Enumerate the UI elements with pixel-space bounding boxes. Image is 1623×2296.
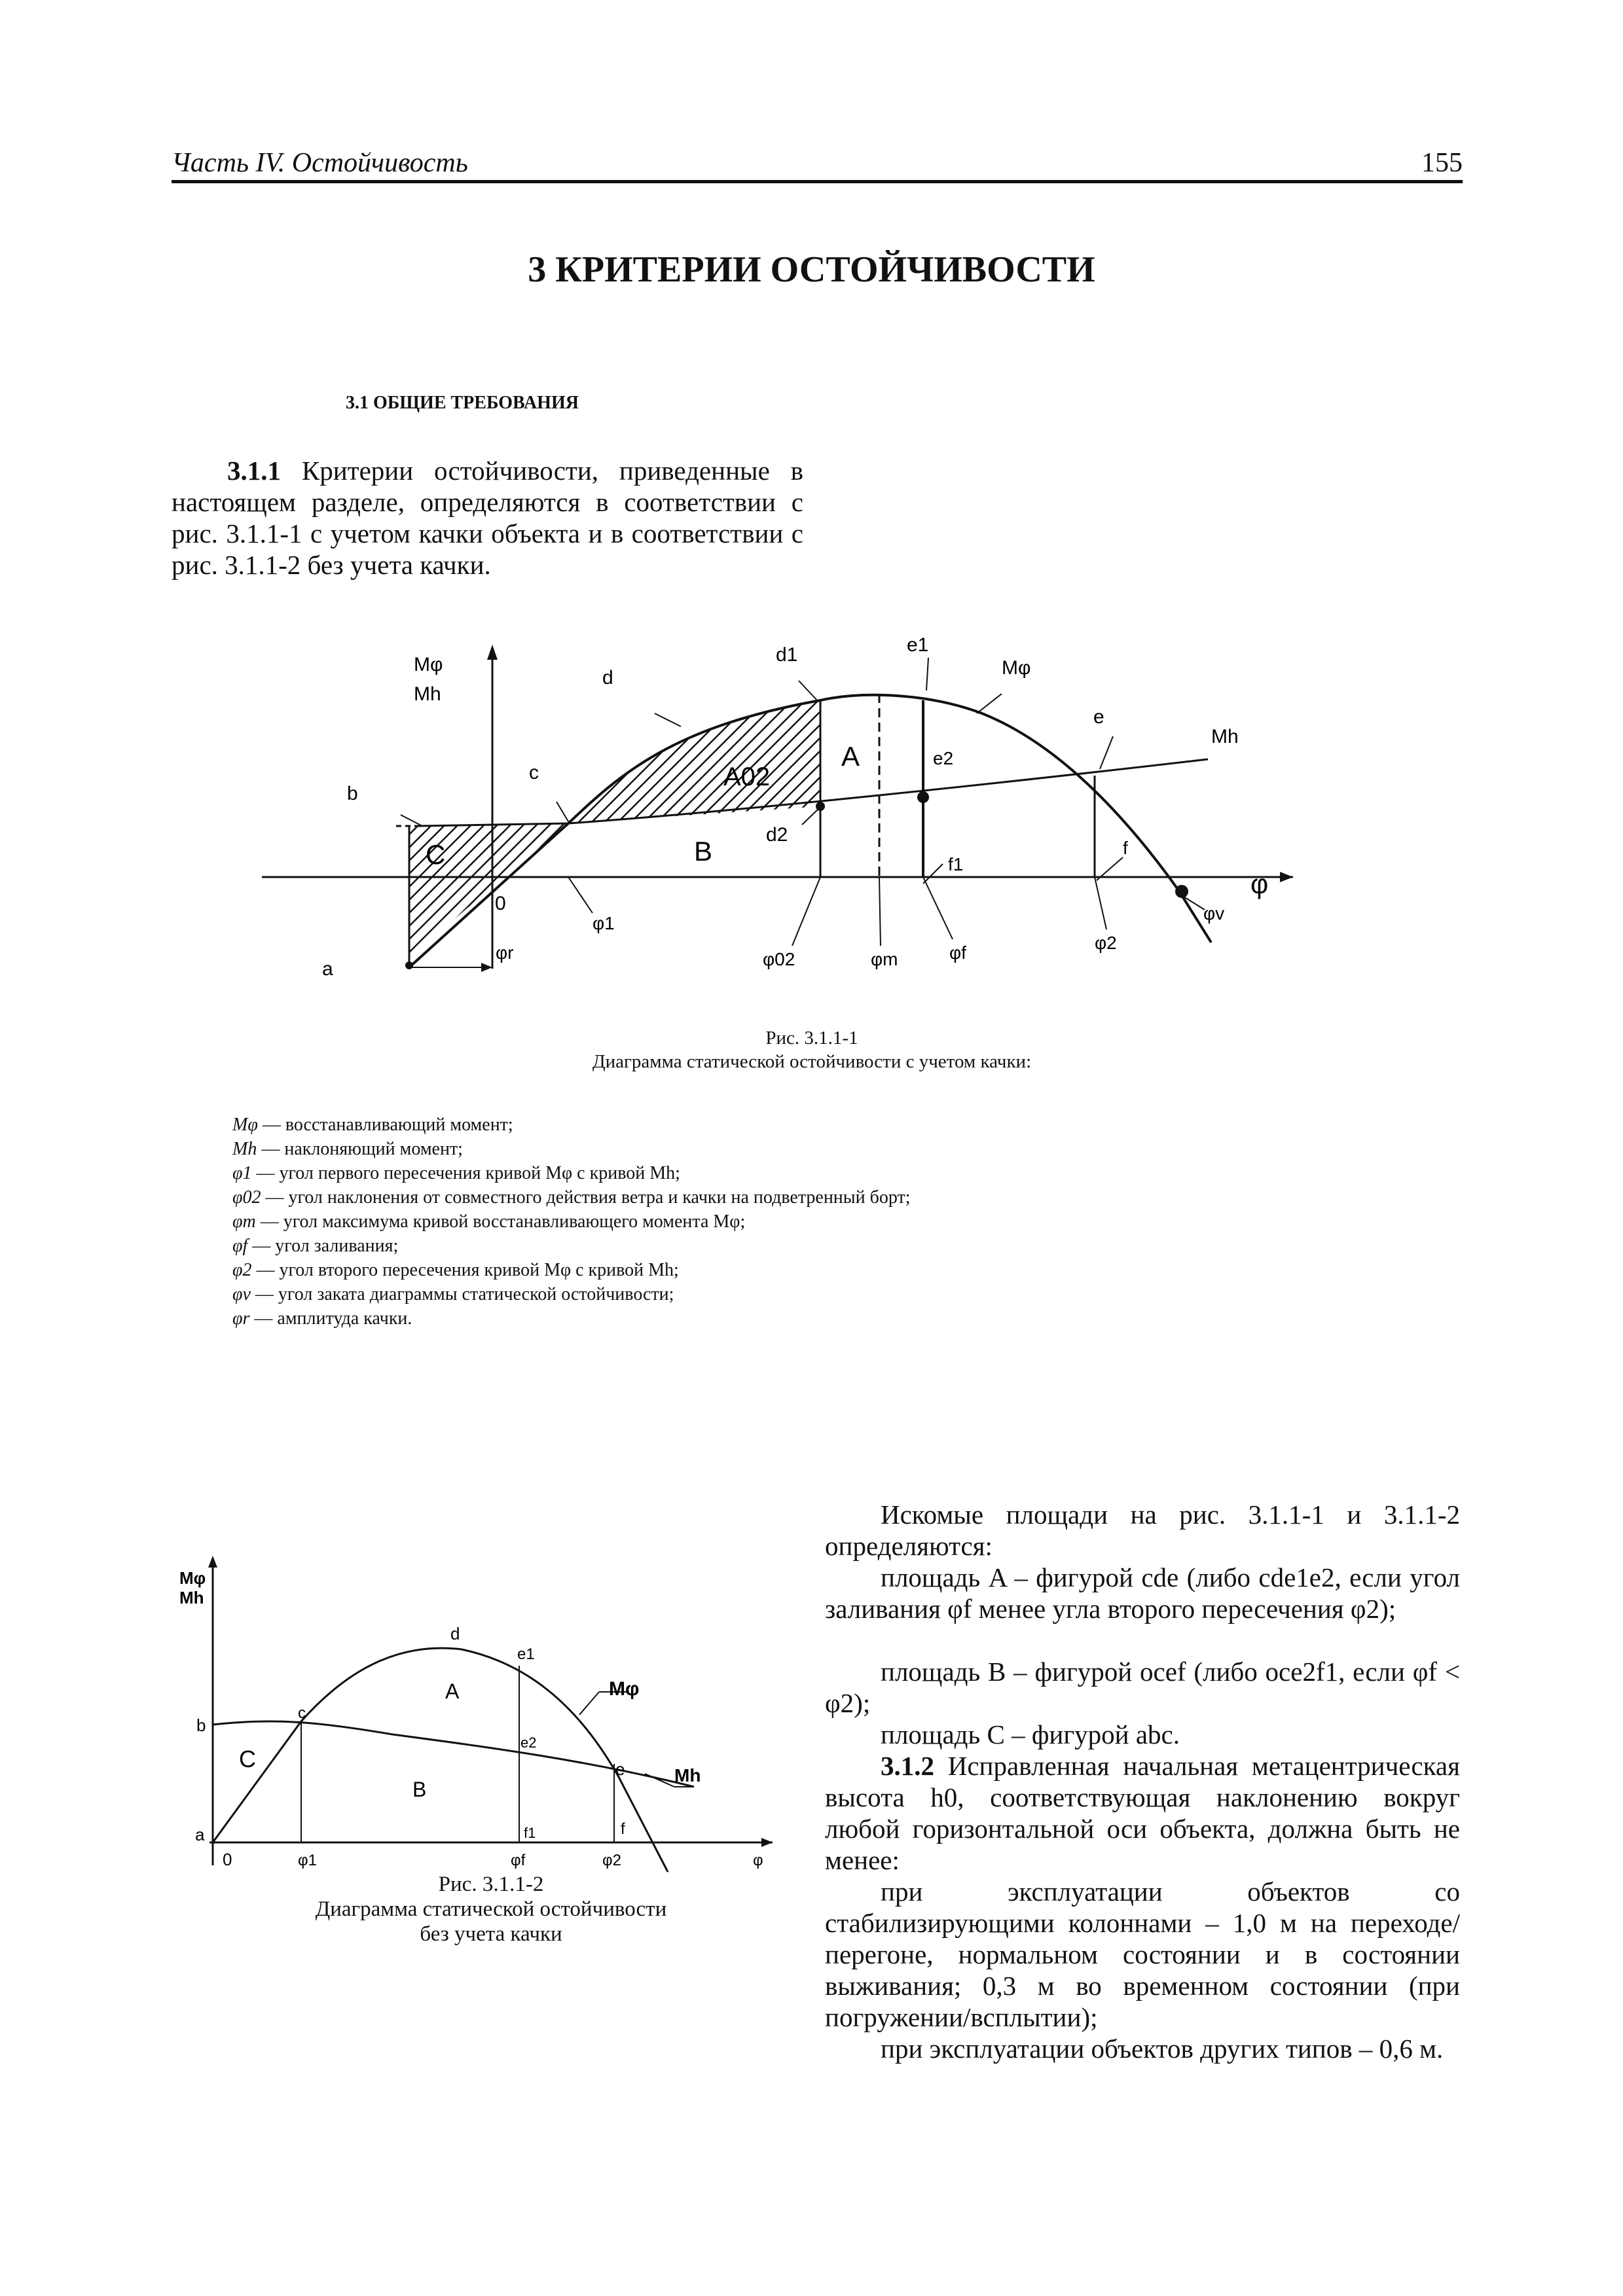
fig2-label-m-h: Mh (179, 1588, 204, 1607)
legend-symbol: φf (232, 1236, 248, 1256)
legend-text: — амплитуда качки. (249, 1308, 412, 1329)
fig1-label-phim: φm (871, 949, 898, 969)
fig1-label-phiv: φv (1203, 903, 1225, 924)
fig2-label-e1: e1 (517, 1645, 535, 1663)
legend-item (232, 1185, 910, 1210)
fig1-label-e: e (1093, 706, 1104, 728)
legend-text: — угол заливания; (247, 1236, 399, 1256)
fig1-label-phi-axis: φ (1250, 869, 1269, 899)
figure-3-1-1-2 (170, 1551, 799, 1892)
paragraph-text: Исправленная начальная метацентрическая высота h0, соответствующая наклонению вокруг любой горизонтальной оси объекта, должна быть не менее: (825, 1751, 1460, 1875)
fig1-label-d: d (602, 667, 613, 689)
fig2-label-area-B: B (412, 1778, 427, 1801)
fig1-label-zero: 0 (495, 893, 506, 914)
rcol-paragraph-7: при эксплуатации объектов других типов – 0,6 м. (881, 2034, 1444, 2064)
fig2-label-c: c (298, 1704, 306, 1722)
fig1-label-f1: f1 (948, 854, 964, 874)
fig1-label-area-A: A (841, 741, 860, 772)
fig1-label-e1: e1 (907, 634, 929, 656)
legend-symbol: Mφ (232, 1115, 258, 1135)
rcol-paragraph-5 (825, 1750, 1460, 1876)
legend-text: — угол наклонения от совместного действия ветра и качки на подветренный борт; (261, 1187, 911, 1208)
fig1-label-m-phi: Mφ (414, 654, 443, 675)
header-rule (172, 180, 1463, 183)
rcol-paragraph-6: при эксплуатации объектов со стабилизирующими колоннами – 1,0 м на переходе/перегоне, нормальном состоянии и в состоянии выживания; 0,3 м во временном состоянии (при погружении/всплытии); (825, 1876, 1460, 2032)
rcol-paragraph-2: площадь A – фигурой cde (либо cde1e2, если угол заливания φf менее угла второго пересечения φ2); (825, 1562, 1460, 1624)
fig2-label-e2: e2 (520, 1734, 537, 1751)
legend-text: — угол второго пересечения кривой Mφ с кривой Mh; (251, 1260, 679, 1280)
m-phi-curve (213, 1648, 668, 1872)
legend-symbol: φv (232, 1284, 251, 1304)
fig2-label-b: b (196, 1715, 206, 1735)
fig1-label-phi02: φ02 (763, 949, 795, 969)
legend-item (232, 1113, 910, 1137)
legend-text: — угол заката диаграммы статической остойчивости; (250, 1284, 674, 1304)
rcol-paragraph-1: Искомые площади на рис. 3.1.1-1 и 3.1.1-2 определяются: (825, 1499, 1460, 1561)
fig1-label-d1: d1 (776, 644, 798, 666)
figure-2-number: Рис. 3.1.1-2 (438, 1873, 544, 1896)
fig2-label-area-A: A (445, 1679, 460, 1703)
fig1-label-e2: e2 (933, 748, 954, 768)
figure-2-caption (262, 1872, 720, 1946)
chapter-title: 3 КРИТЕРИИ ОСТОЙЧИВОСТИ (528, 249, 1095, 290)
legend-symbol: φ2 (232, 1260, 252, 1280)
paragraph-3-1-1 (172, 455, 803, 581)
fig1-label-phif: φf (949, 942, 966, 963)
paragraph-text: Критерии остойчивости, приведенные в настоящем разделе, определяются в соответствии с рис. 3.1.1-1 с учетом качки объекта и в соответствии с рис. 3.1.1-2 без учета качки. (172, 456, 803, 580)
section-heading: 3.1 ОБЩИЕ ТРЕБОВАНИЯ (346, 393, 579, 413)
fig1-label-phi1: φ1 (593, 913, 615, 933)
figure-1-legend (232, 1113, 910, 1331)
legend-symbol: φm (232, 1211, 256, 1232)
fig2-label-area-C: C (239, 1746, 256, 1772)
legend-text: — угол первого пересечения кривой Mφ с кривой Mh; (251, 1163, 680, 1183)
figure-2-title-line2: без учета качки (420, 1922, 562, 1946)
legend-symbol: φ1 (232, 1163, 252, 1183)
rcol-paragraph-3: площадь B – фигурой ocef (либо oce2f1, если φf < φ2); (825, 1657, 1460, 1718)
legend-item (232, 1210, 910, 1234)
fig1-label-area-B: B (694, 836, 713, 867)
fig1-label-c: c (529, 762, 539, 783)
fig1-label-area-A02: A02 (723, 762, 771, 791)
page-number: 155 (1421, 148, 1463, 178)
fig2-label-f: f (621, 1820, 625, 1838)
fig2-label-a: a (195, 1825, 205, 1844)
fig2-label-zero: 0 (223, 1850, 232, 1869)
legend-item (232, 1306, 910, 1331)
legend-symbol: φ02 (232, 1187, 261, 1208)
figure-3-1-1-1 (249, 628, 1322, 1008)
fig2-label-phif: φf (511, 1852, 526, 1869)
legend-text: — наклоняющий момент; (257, 1139, 463, 1159)
figure-1-number: Рис. 3.1.1-1 (765, 1028, 858, 1049)
fig1-label-phi2: φ2 (1095, 933, 1117, 953)
fig2-label-phi-axis: φ (753, 1852, 763, 1869)
clause-number: 3.1.1 (227, 456, 281, 486)
fig2-label-m-phi: Mφ (179, 1568, 206, 1588)
fig1-label-m-h: Mh (414, 683, 441, 705)
fig1-label-m-h-line: Mh (1211, 726, 1239, 747)
fig1-label-a: a (322, 958, 333, 980)
figure-1-title: Диаграмма статической остойчивости с учетом качки: (592, 1051, 1032, 1072)
fig2-label-m-phi-curve: Mφ (609, 1678, 640, 1700)
legend-item (232, 1234, 910, 1258)
fig2-label-phi1: φ1 (298, 1852, 317, 1869)
legend-text: — восстанавливающий момент; (257, 1115, 513, 1135)
fig1-label-phir: φr (496, 942, 514, 963)
fig1-label-d2: d2 (766, 824, 788, 846)
figure-2-title-line1: Диаграмма статической остойчивости (315, 1897, 667, 1921)
legend-text: — угол максимума кривой восстанавливающего момента Mφ; (255, 1211, 746, 1232)
legend-item (232, 1282, 910, 1306)
fig2-label-e: e (615, 1759, 625, 1779)
legend-item (232, 1137, 910, 1161)
fig2-label-f1: f1 (524, 1825, 536, 1841)
fig1-label-f: f (1123, 838, 1128, 858)
figure-1-caption (511, 1026, 1113, 1073)
running-header: Часть IV. Остойчивость (172, 148, 468, 178)
legend-symbol: φr (232, 1308, 250, 1329)
fig2-label-phi2: φ2 (602, 1852, 621, 1869)
fig2-label-m-h-line: Mh (674, 1765, 701, 1785)
fig1-label-area-C: C (426, 839, 446, 870)
legend-symbol: Mh (232, 1139, 257, 1159)
fig1-label-b: b (347, 783, 358, 804)
fig2-label-d: d (450, 1624, 460, 1643)
legend-item (232, 1161, 910, 1185)
fig1-label-m-phi-curve: Mφ (1002, 657, 1031, 679)
rcol-paragraph-4: площадь C – фигурой abc. (881, 1719, 1180, 1749)
clause-number: 3.1.2 (881, 1751, 934, 1781)
legend-item (232, 1258, 910, 1282)
